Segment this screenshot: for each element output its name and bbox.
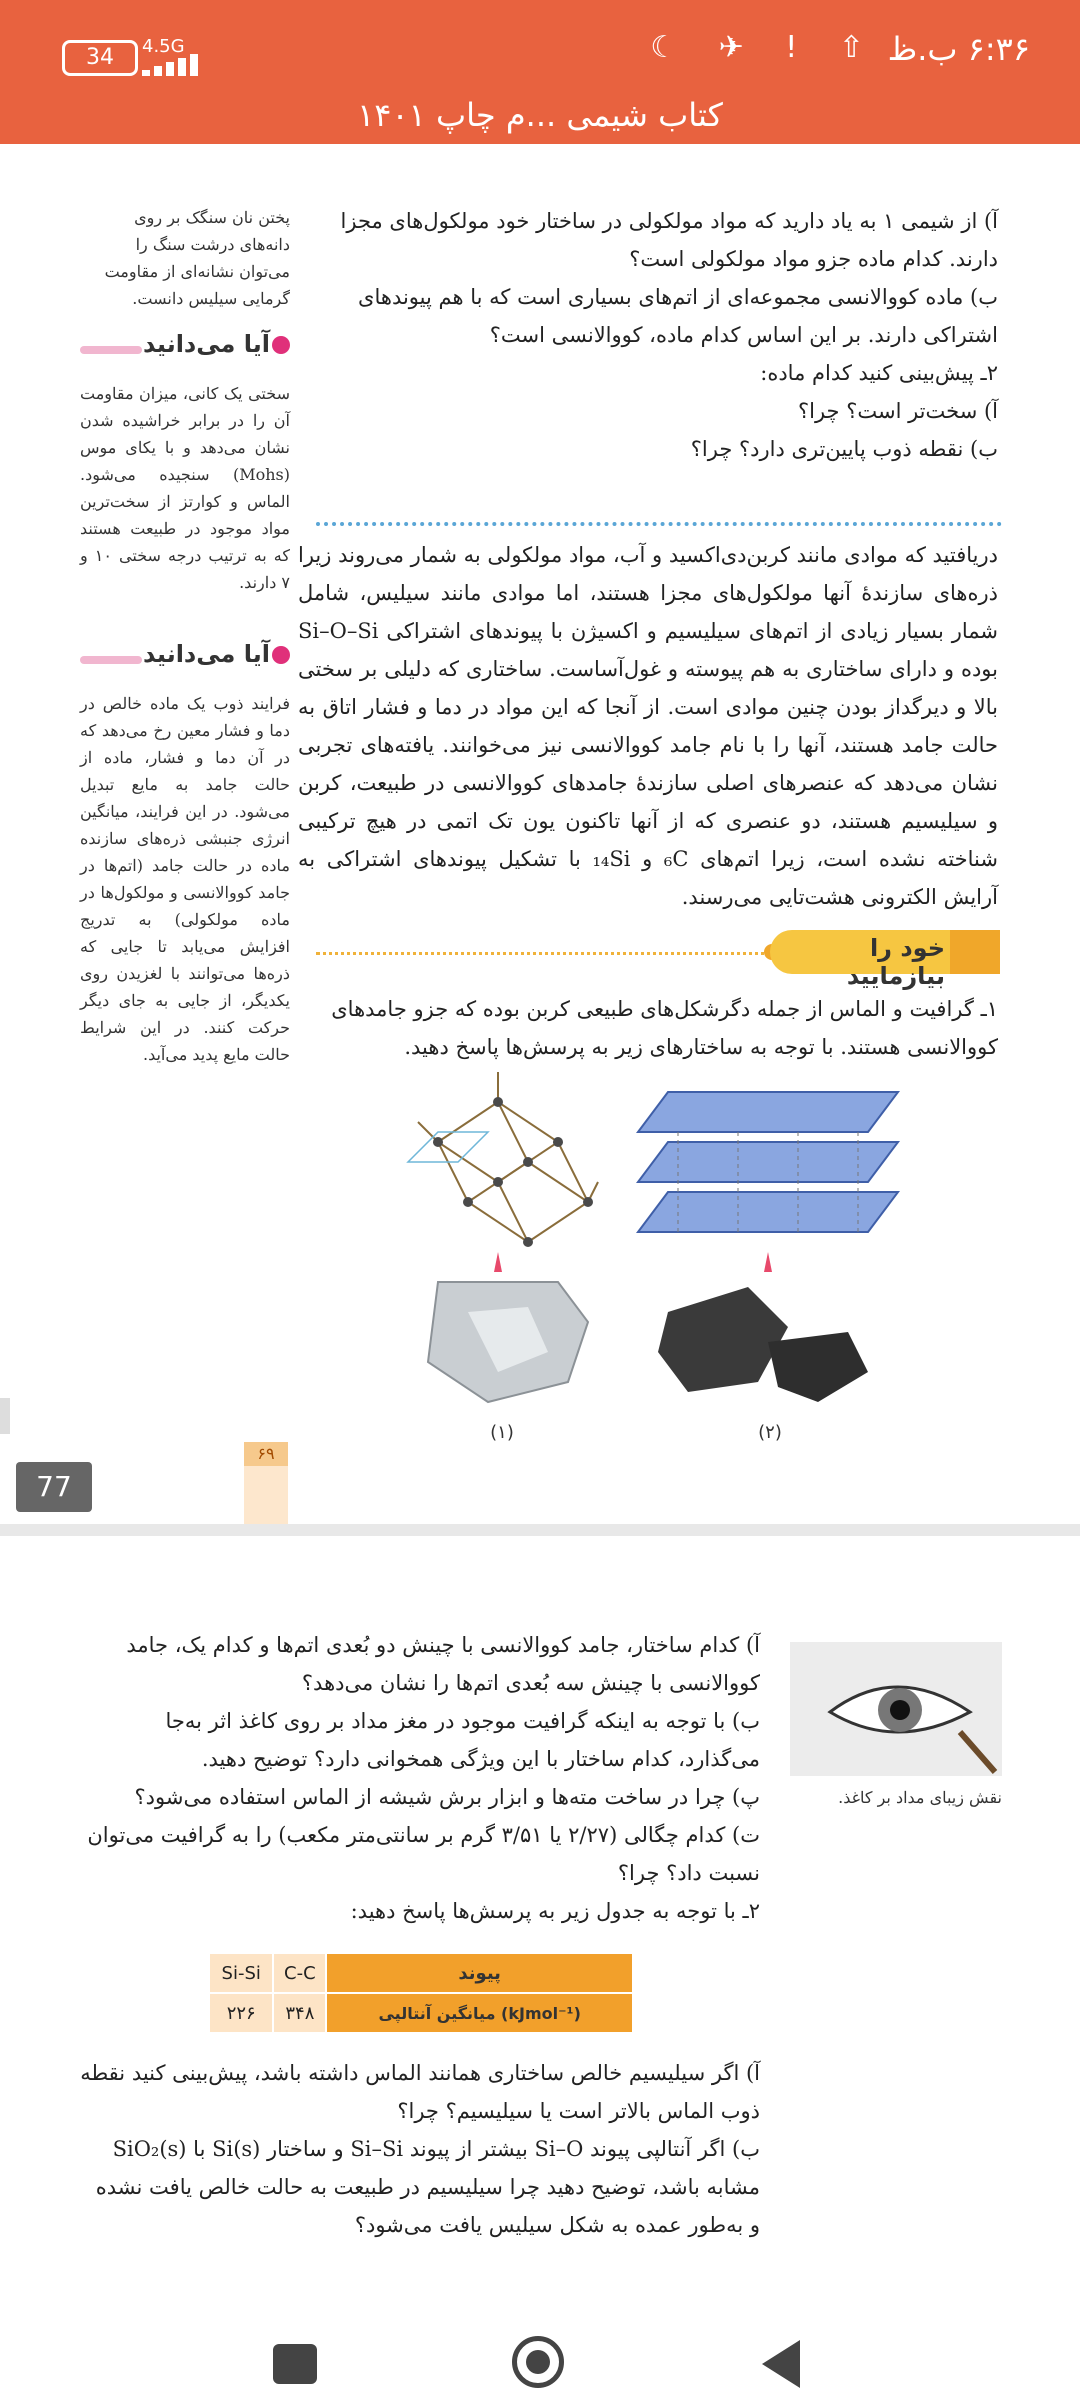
question-block-1: آ) از شیمی ۱ به یاد دارید که مواد مولکولی در ساختار خود مولکول‌های مجزا دارند. کدام ماده جزو مواد مولکولی است؟ ب) ماده کووالانسی مجموعه‌ای از اتم‌های بسیاری است که با هم پیوندهای اشتراکی دارند. بر این اساس کدام ماده، کووالانسی است؟ ۲ـ پیش‌بینی کنید کدام ماده: آ) سخت‌تر است؟ چرا؟ ب) نقطه ذوب پایین‌تری دارد؟ چرا؟ xyxy=(340,209,998,461)
recents-button[interactable] xyxy=(273,2344,317,2384)
graphite-rock-2 xyxy=(768,1332,868,1402)
activity-divider xyxy=(316,952,772,955)
diamond-lattice-diagram xyxy=(418,1072,598,1242)
did-you-know-heading-2: آیا می‌دانید xyxy=(80,640,290,680)
fig-label-2: (۲) xyxy=(758,1422,782,1442)
book-page-2[interactable] xyxy=(0,1536,1080,2316)
signal-icon xyxy=(142,52,212,76)
graphite-rock-1 xyxy=(658,1287,788,1392)
system-nav-bar xyxy=(0,2316,1080,2400)
side-note: پختن نان سنگک بر روی دانه‌های درشت سنگ را می‌توان نشانه‌ای از مقاومت گرمایی سیلیس دانست. xyxy=(104,208,290,308)
status-bar xyxy=(0,0,1080,100)
viewer-page-indicator[interactable]: 77 xyxy=(16,1462,92,1512)
book-page-number: ۶۹ xyxy=(244,1442,288,1466)
bond-enthalpy-table xyxy=(208,1952,634,2034)
activity-banner: خود را بیازمایید xyxy=(770,930,1000,974)
table-cell-sisi: ۲۲۶ xyxy=(209,1993,273,2033)
network-type: 4.5G xyxy=(142,36,185,57)
back-button[interactable] xyxy=(762,2340,800,2388)
home-button[interactable] xyxy=(512,2336,564,2388)
pink-dot-icon xyxy=(272,646,290,664)
table-header-cc: C-C xyxy=(273,1953,326,1993)
table-header-sisi: Si-Si xyxy=(209,1953,273,1993)
question-block-3: آ) اگر سیلیسیم خالص ساختاری همانند الماس داشته باشد، پیش‌بینی کنید نقطه ذوب الماس بالاتر است یا سیلیسیم؟ چرا؟ ب) اگر آنتالپی پیوند Si–O بیشتر از پیوند Si–Si و ساختار Si(s) با SiO₂(s) مشابه باشد، توضیح دهید چرا سیلیسیم در طبیعت به حالت خالص یافت نشده و به‌طور عمده به شکل سیلیس یافت می‌شود؟ xyxy=(80,2061,760,2237)
carbon-allotropes-figure xyxy=(398,1062,918,1442)
did-you-know-text-2: فرایند ذوب یک ماده خالص در دما و فشار معین رخ می‌دهد که در آن دما و فشار، ماده از حالت جامد به مایع تبدیل می‌شود. در این فرایند، میانگین انرژی جنبشی ذره‌های سازنده ماده در حالت جامد (اتم‌ها در جامد کووالانسی و مولکول‌ها در ماده مولکولی) به تدریج افزایش می‌یابد تا جایی که ذره‌ها می‌توانند با لغزیدن روی یکدیگر، از جایی به جای دیگر حرکت کنند. در این شرایط حالت مایع پدید می‌آید. xyxy=(80,694,290,1064)
scroll-marker[interactable] xyxy=(0,1398,10,1434)
pink-dot-icon xyxy=(272,336,290,354)
question-block-2: آ) کدام ساختار، جامد کووالانسی با چینش دو بُعدی اتم‌ها و کدام یک، جامد کووالانسی با چینش سه بُعدی اتم‌ها را نشان می‌دهد؟ ب) با توجه به اینکه گرافیت موجود در مغز مداد بر روی کاغذ اثر به‌جا می‌گذارد، کدام ساختار با این ویژگی همخوانی دارد؟ توضیح دهید. پ) چرا در ساخت مته‌ها و ابزار برش شیشه از الماس استفاده می‌شود؟ ت) کدام چگالی (۲/۲۷ یا ۳/۵۱ گرم بر سانتی‌متر مکعب) را به گرافیت می‌توان نسبت داد؟ چرا؟ ۲ـ با توجه به جدول زیر به پرسش‌ها پاسخ دهید: xyxy=(87,1633,760,1923)
status-time: ۶:۳۶ ب.ظ xyxy=(887,30,1030,68)
table-header-enthalpy: میانگین آنتالپی (kJmol⁻¹) xyxy=(326,1993,633,2033)
book-page-1[interactable] xyxy=(0,144,1080,1524)
document-title: کتاب شیمی ...م چاپ ۱۴۰۱ xyxy=(357,96,723,134)
activity-question: ۱ـ گرافیت و الماس از جمله دگرشکل‌های طبیعی کربن بوده که جزو جامدهای کووالانسی هستند. با توجه به ساختارهای زیر به پرسش‌ها پاسخ دهید. xyxy=(331,997,998,1059)
app-title-bar xyxy=(0,96,1080,144)
pencil-eye-image xyxy=(790,1642,1002,1776)
table-cell-cc: ۳۴۸ xyxy=(273,1993,326,2033)
main-paragraph: دریافتید که موادی مانند کربن‌دی‌اکسید و آب، مواد مولکولی به شمار می‌روند زیرا ذره‌های سازندهٔ آنها مولکول‌های مجزا هستند، اما موادی مانند سیلیس، شامل شمار بسیار زیادی از اتم‌های سیلیسیم و اکسیژن با پیوندهای اشتراکی Si–O–Si بوده و دارای ساختاری به هم پیوسته و غول‌آساست. ساختاری که دلیلی بر سختی بالا و دیرگداز بودن چنین موادی است. از آنجا که این مواد در دما و فشار اتاق به حالت جامد هستند، آنها را با نام جامد کووالانسی نیز می‌خوانند. یافته‌های تجربی نشان می‌دهد که عنصرهای اصلی سازندهٔ جامدهای کووالانسی در طبیعت، کربن و سیلیسیم هستند، دو عنصری که از آنها تاکنون یون تک اتمی در هیچ ترکیبی شناخته نشده است، زیرا اتم‌های ₆C و ₁₄Si با تشکیل پیوندهای اشتراکی به آرایش الکترونی هشت‌تایی می‌رسند. xyxy=(298,543,998,909)
did-you-know-text-1: سختی یک کانی، میزان مقاومت آن را در برابر خراشیده شدن نشان می‌دهد و با یکای موس (Mohs) سنجیده می‌شود. الماس و کوارتز از سخت‌ترین مواد موجود در طبیعت هستند که به ترتیب درجه سختی ۱۰ و ۷ دارند. xyxy=(80,384,291,592)
status-notification-icons: ☾ ✈ ! ⇧ xyxy=(650,30,880,65)
did-you-know-heading-1: آیا می‌دانید xyxy=(80,330,290,370)
book-page-tab xyxy=(244,1466,288,1524)
graphite-layers-diagram xyxy=(638,1092,898,1232)
table-header-bond: پیوند xyxy=(326,1953,633,1993)
image-caption: نقش زیبای مداد بر کاغذ. xyxy=(838,1788,1002,1807)
battery-icon: 34 xyxy=(62,40,138,76)
fig-label-1: (۱) xyxy=(490,1422,514,1442)
section-divider xyxy=(316,522,1002,526)
page-separator xyxy=(0,1524,1080,1536)
